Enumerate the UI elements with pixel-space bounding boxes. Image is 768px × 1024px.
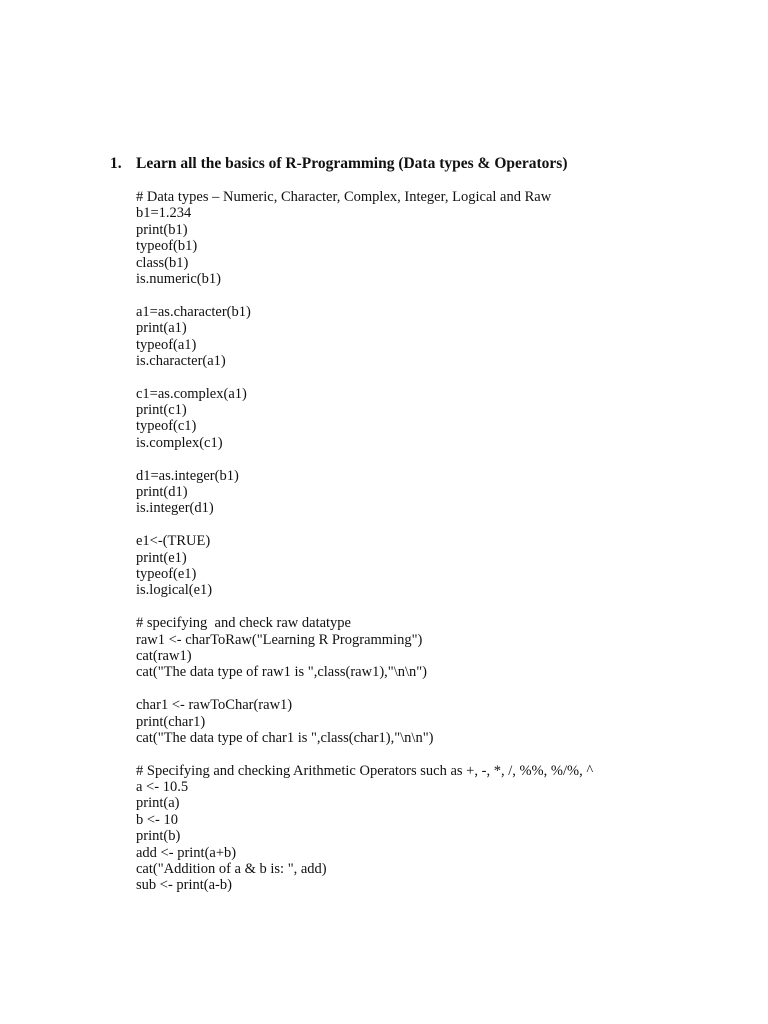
code-line: typeof(a1) xyxy=(136,336,197,353)
code-line: d1=as.integer(b1) xyxy=(136,467,239,484)
blank-line xyxy=(136,517,756,533)
code-line: print(d1) xyxy=(136,484,188,501)
code-listing xyxy=(136,189,756,894)
blank-line xyxy=(136,451,756,467)
section-heading xyxy=(110,154,568,174)
section-title: Learn all the basics of R-Programming (Data types & Operators) xyxy=(136,155,568,172)
code-line: b1=1.234 xyxy=(136,205,192,222)
code-line: print(char1) xyxy=(136,713,206,730)
code-line: cat("The data type of char1 is ",class(char1),"\n\n") xyxy=(136,729,434,746)
code-line: cat(raw1) xyxy=(136,647,192,664)
code-line: typeof(b1) xyxy=(136,238,198,255)
code-line: b <- 10 xyxy=(136,811,179,828)
code-line: print(a) xyxy=(136,795,180,812)
code-line: print(e1) xyxy=(136,549,187,566)
code-line: print(a1) xyxy=(136,320,187,337)
code-line: typeof(e1) xyxy=(136,565,197,582)
code-line: print(b1) xyxy=(136,221,188,238)
blank-line xyxy=(136,287,756,303)
code-line: a1=as.character(b1) xyxy=(136,303,251,320)
code-line: is.logical(e1) xyxy=(136,582,213,599)
section-number: 1. xyxy=(110,155,122,172)
code-line: is.integer(d1) xyxy=(136,500,214,517)
code-line: c1=as.complex(a1) xyxy=(136,385,247,402)
code-line: raw1 <- charToRaw("Learning R Programming") xyxy=(136,631,423,648)
code-line: char1 <- rawToChar(raw1) xyxy=(136,697,293,714)
code-line: print(b) xyxy=(136,828,181,845)
code-line: is.character(a1) xyxy=(136,352,226,369)
code-line: cat("The data type of raw1 is ",class(raw1),"\n\n") xyxy=(136,664,428,681)
code-comment-line: # Specifying and checking Arithmetic Operators such as +, -, *, /, %%, %/%, ^ xyxy=(136,762,594,779)
blank-line xyxy=(136,369,756,385)
blank-line xyxy=(136,681,756,697)
code-line: is.numeric(b1) xyxy=(136,270,221,287)
code-line: is.complex(c1) xyxy=(136,434,223,451)
code-line: typeof(c1) xyxy=(136,418,197,435)
blank-line xyxy=(136,746,756,762)
code-line: sub <- print(a-b) xyxy=(136,877,232,894)
code-line: e1<-(TRUE) xyxy=(136,533,211,550)
code-line: cat("Addition of a & b is: ", add) xyxy=(136,861,327,878)
code-line: class(b1) xyxy=(136,254,189,271)
code-line: a <- 10.5 xyxy=(136,779,189,796)
code-comment-line: # Data types – Numeric, Character, Complex, Integer, Logical and Raw xyxy=(136,189,552,205)
code-comment-line: # specifying and check raw datatype xyxy=(136,615,351,632)
code-line: print(c1) xyxy=(136,402,187,419)
code-line: add <- print(a+b) xyxy=(136,844,237,861)
blank-line xyxy=(136,599,756,615)
